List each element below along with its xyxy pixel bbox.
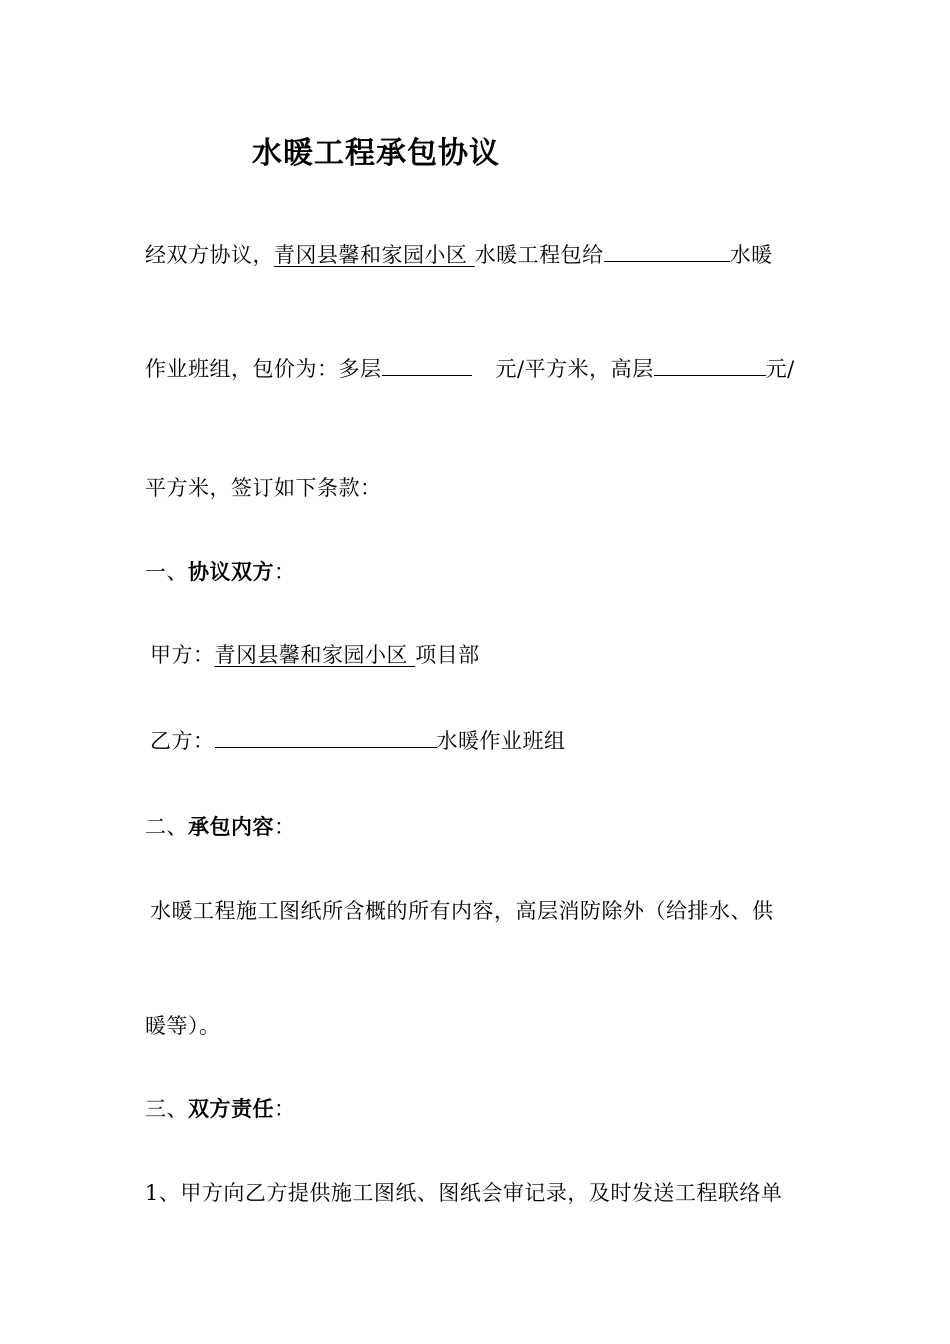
project-name: 青冈县馨和家园小区 — [274, 243, 475, 267]
section-number: 三、 — [145, 1097, 188, 1121]
multi-storey-price-blank — [382, 355, 472, 376]
intro-text: 元/平方米，高层 — [495, 357, 654, 381]
intro-text: 水暖工程包给 — [474, 243, 604, 267]
section-colon: ： — [274, 815, 296, 839]
section-colon: ： — [274, 560, 296, 584]
intro-text: 水暖 — [729, 243, 773, 267]
party-b-line — [150, 727, 566, 755]
intro-text: 作业班组，包价为：多层 — [145, 357, 382, 381]
intro-text: 元/ — [765, 357, 795, 381]
section-number: 二、 — [145, 815, 188, 839]
intro-text: 经双方协议， — [145, 243, 274, 267]
party-a-suffix: 项目部 — [415, 643, 480, 667]
section-2-content-line-1: 水暖工程施工图纸所含概的所有内容，高层消防除外（给排水、供 — [150, 899, 774, 923]
section-title: 承包内容 — [188, 814, 274, 839]
intro-line-3: 平方米，签订如下条款： — [145, 476, 382, 500]
section-2-content-line-2: 暖等）。 — [145, 1014, 221, 1038]
party-b-suffix: 水暖作业班组 — [436, 729, 566, 753]
party-b-label: 乙方： — [150, 729, 215, 753]
section-3-item-1: 1、甲方向乙方提供施工图纸、图纸会审记录，及时发送工程联络单 — [145, 1181, 783, 1205]
section-1-heading — [145, 558, 296, 586]
section-title: 协议双方 — [188, 559, 274, 584]
document-title: 水暖工程承包协议 — [252, 136, 500, 171]
section-colon: ： — [274, 1097, 296, 1121]
section-title: 双方责任 — [188, 1096, 274, 1121]
section-number: 一、 — [145, 560, 188, 584]
contractor-blank — [604, 241, 730, 262]
section-3-heading — [145, 1095, 296, 1123]
high-rise-price-blank — [654, 355, 766, 376]
party-a-line — [150, 641, 480, 669]
section-2-heading — [145, 813, 296, 841]
party-a-name: 青冈县馨和家园小区 — [214, 643, 416, 667]
party-a-label: 甲方： — [150, 643, 215, 667]
intro-line-2 — [145, 355, 795, 383]
intro-line-1 — [145, 241, 773, 269]
party-b-blank — [215, 727, 437, 748]
